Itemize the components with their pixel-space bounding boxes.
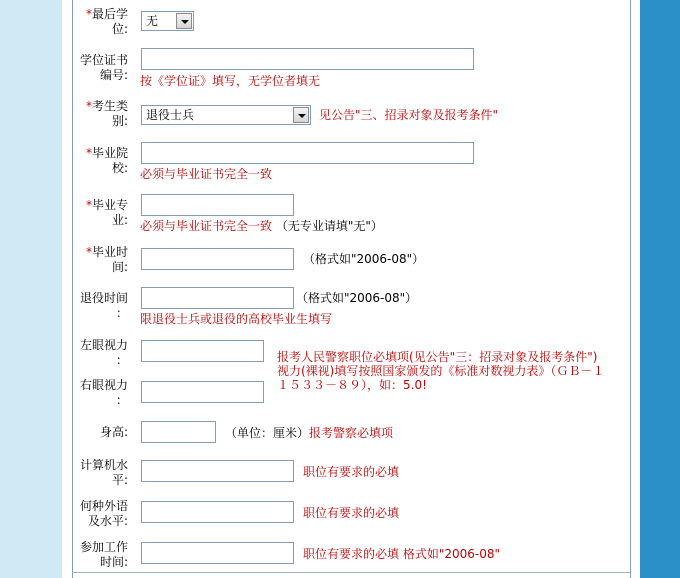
candidate-type-note: 见公告"三、招录对象及报考条件": [319, 108, 499, 122]
graduation-time-note: （格式如"2006-08"）: [303, 252, 425, 266]
left-vision-label: 左眼视力 ：: [79, 338, 128, 367]
candidate-type-label: *考生类 别:: [85, 99, 128, 128]
graduate-school-label: *毕业院 校:: [85, 146, 128, 175]
degree-cert-note: 按《学位证》填写，无学位者填无: [140, 74, 321, 88]
work-start-note: 职位有要求的必填 格式如"2006-08": [303, 547, 500, 561]
required-star: *: [85, 245, 92, 259]
chevron-down-icon[interactable]: [176, 13, 192, 29]
computer-level-label: 计算机水 平:: [79, 458, 128, 487]
degree-cert-label: 学位证书 编号:: [79, 53, 128, 82]
discharge-time-note2: 限退役士兵或退役的高校毕业生填写: [140, 312, 333, 326]
panel-border-left: [72, 0, 73, 578]
foreign-language-input[interactable]: [141, 501, 294, 523]
right-sidebar: [640, 0, 680, 578]
major-input[interactable]: [141, 194, 294, 216]
computer-level-input[interactable]: [141, 460, 294, 482]
degree-label: *最后学 位:: [85, 7, 128, 36]
left-background: [0, 0, 62, 578]
panel-border-right: [630, 0, 631, 578]
work-start-label: 参加工作 时间:: [79, 540, 128, 569]
required-star: *: [85, 99, 92, 113]
right-vision-input[interactable]: [141, 381, 264, 403]
left-vision-input[interactable]: [141, 340, 264, 362]
required-star: *: [85, 7, 92, 21]
foreign-language-label: 何种外语 及水平:: [79, 499, 128, 528]
major-label: *毕业专 业:: [85, 198, 128, 227]
height-input[interactable]: [141, 421, 216, 443]
discharge-time-label: 退役时间 ：: [79, 291, 128, 320]
right-vision-label: 右眼视力 ：: [79, 378, 128, 407]
chevron-down-icon[interactable]: [293, 107, 309, 123]
computer-level-note: 职位有要求的必填: [303, 465, 400, 479]
vision-note: 报考人民警察职位必填项(见公告"三：招录对象及报考条件") 视力(裸视)填写按照国家颁发的《标准对数视力表》（ＧＢ－１ １５３３－８９），如：5.0!: [277, 350, 605, 392]
required-star: *: [85, 198, 92, 212]
required-star: *: [85, 146, 92, 160]
work-start-input[interactable]: [141, 542, 294, 564]
degree-cert-input[interactable]: [141, 48, 474, 70]
height-note: （单位：厘米）报考警察必填项: [225, 426, 394, 440]
graduation-time-label: *毕业时 间:: [85, 245, 128, 274]
degree-select[interactable]: 无: [141, 11, 194, 31]
discharge-time-note: （格式如"2006-08"）: [296, 291, 418, 305]
graduate-school-input[interactable]: [141, 142, 474, 164]
discharge-time-input[interactable]: [141, 287, 294, 309]
panel-border-bottom: [72, 572, 630, 573]
graduate-school-note: 必须与毕业证书完全一致: [140, 167, 273, 181]
major-note: 必须与毕业证书完全一致 （无专业请填"无"）: [140, 219, 383, 233]
candidate-type-select[interactable]: 退役士兵: [141, 105, 311, 125]
foreign-language-note: 职位有要求的必填: [303, 506, 400, 520]
height-label: 身高:: [99, 425, 128, 439]
graduation-time-input[interactable]: [141, 248, 294, 270]
